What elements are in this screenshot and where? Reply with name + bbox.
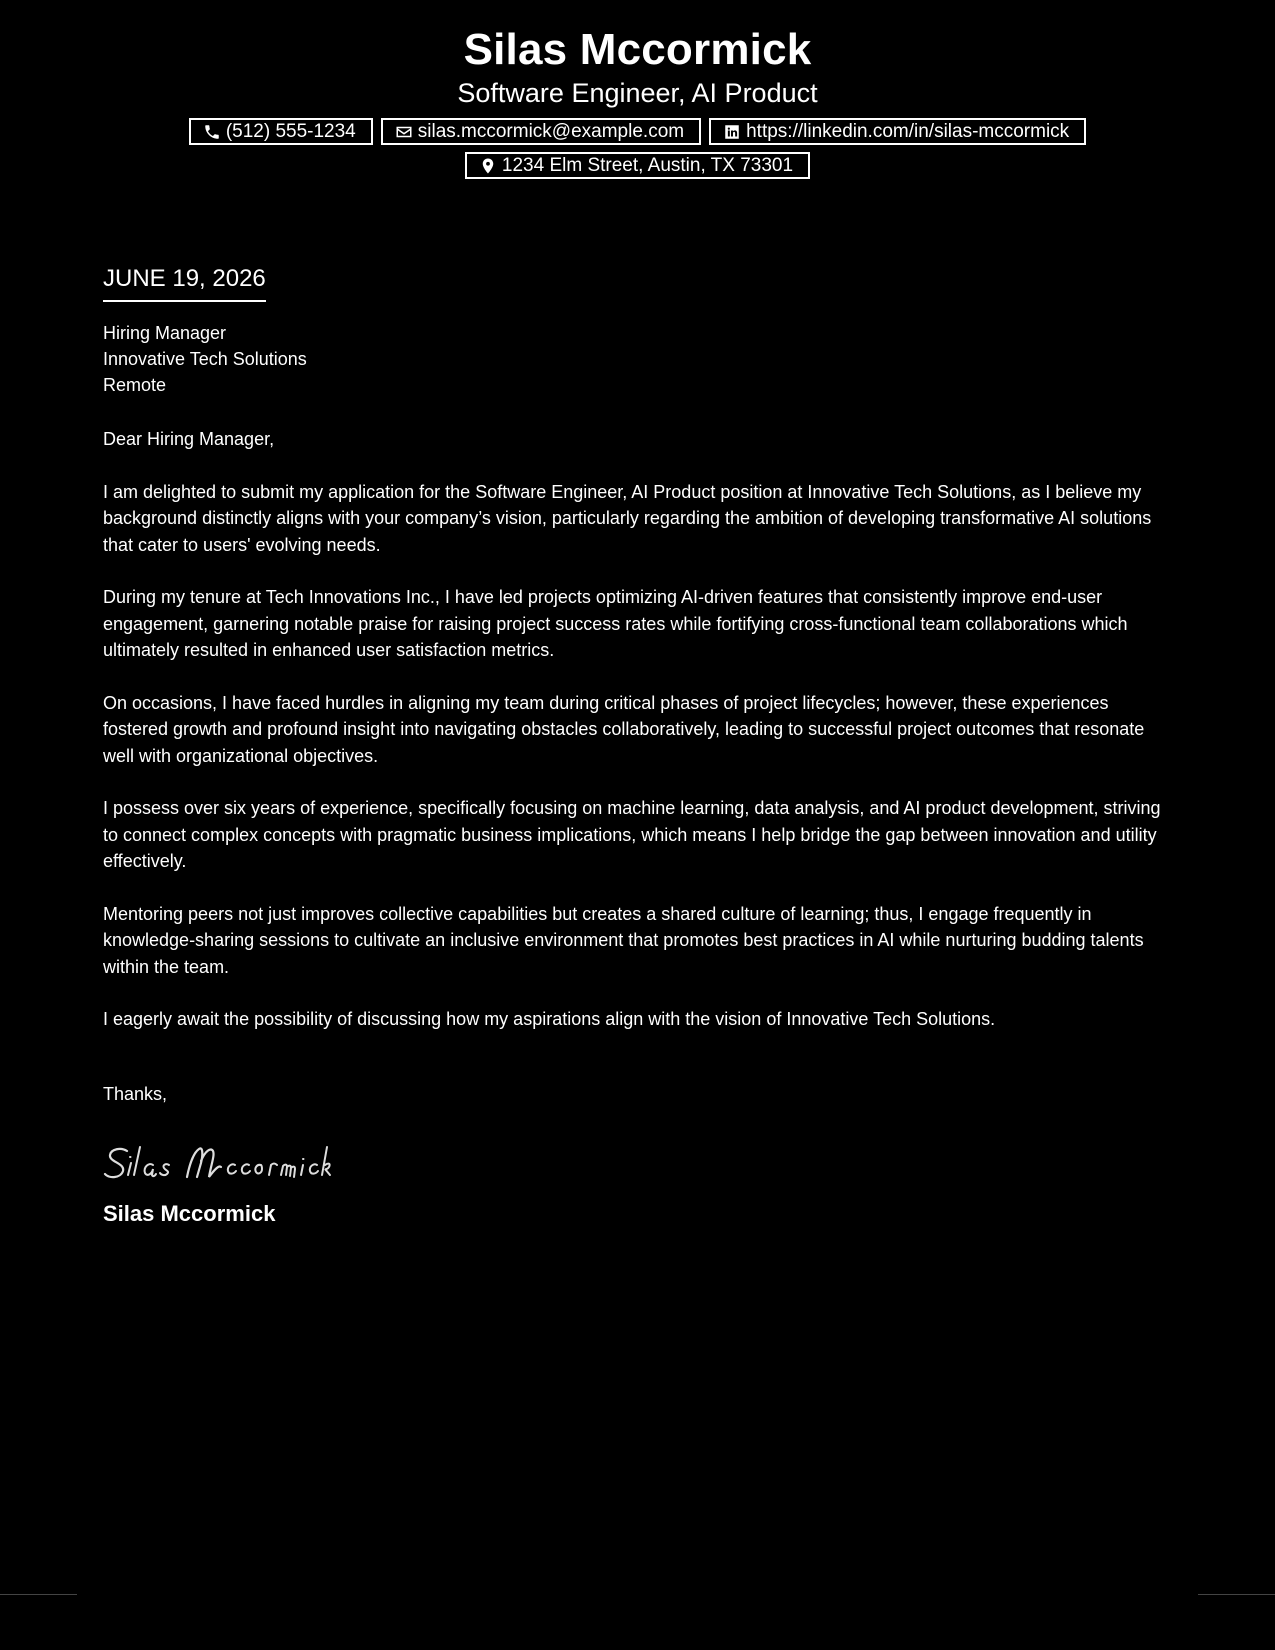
address-chip (465, 152, 810, 179)
contact-row-primary (0, 118, 1275, 145)
handwritten-signature (103, 1137, 1173, 1189)
envelope-icon (395, 123, 413, 141)
closing: Thanks, (103, 1083, 168, 1104)
recipient-block (103, 320, 1173, 398)
letter-body (103, 264, 1173, 1228)
signer-name: Silas Mccormick (103, 1201, 276, 1226)
linkedin-text: https://linkedin.com/in/silas-mccormick (746, 120, 1070, 142)
letter-date: JUNE 19, 2026 (103, 264, 266, 302)
email-chip[interactable] (381, 118, 701, 145)
phone-text: (512) 555-1234 (225, 120, 356, 142)
signature-graphic (103, 1137, 373, 1189)
phone-icon (203, 123, 221, 141)
recipient-line: Remote (103, 375, 167, 395)
salutation: Dear Hiring Manager, (103, 429, 275, 449)
linkedin-chip[interactable] (709, 118, 1086, 145)
footer-divider-left (0, 1594, 77, 1595)
linkedin-icon (723, 123, 741, 141)
recipient-line: Hiring Manager (103, 323, 227, 343)
contact-row-secondary (0, 152, 1275, 179)
body-paragraph: On occasions, I have faced hurdles in aligning my team during critical phases of project lifecycles; however, these experiences fostered growth and profound insight into navigating obstacles collaboratively, leading to successful project outcomes that resonate well with organizational objectives. (103, 692, 1145, 766)
footer-divider-right (1198, 1594, 1275, 1595)
letter-header (0, 0, 1275, 179)
body-paragraph: I am delighted to submit my application for the Software Engineer, AI Product position at Innovative Tech Solutions, as I believe my background distinctly aligns with your company’s vision, particularly regarding the ambition of developing transformative AI solutions that cater to users' evolving needs. (103, 481, 1152, 555)
phone-chip[interactable] (189, 118, 373, 145)
email-text: silas.mccormick@example.com (417, 120, 685, 142)
body-paragraph: During my tenure at Tech Innovations Inc., I have led projects optimizing AI-driven features that consistently improve end-user engagement, garnering notable praise for raising project success rates while fortifying cross-functional team collaborations which ultimately resulted in enhanced user satisfaction metrics. (103, 587, 1128, 660)
body-paragraph: I possess over six years of experience, specifically focusing on machine learning, data analysis, and AI product development, striving to connect complex concepts with pragmatic business implications, which means I help bridge the gap between innovation and utility effectively. (103, 798, 1161, 871)
address-text: 1234 Elm Street, Austin, TX 73301 (501, 154, 794, 176)
candidate-title: Software Engineer, AI Product (457, 78, 818, 108)
body-paragraph: I eagerly await the possibility of discussing how my aspirations align with the vision of Innovative Tech Solutions. (103, 1009, 996, 1029)
map-marker-icon (479, 157, 497, 175)
candidate-name: Silas Mccormick (463, 25, 812, 74)
body-paragraph: Mentoring peers not just improves collective capabilities but creates a shared culture of learning; thus, I engage frequently in knowledge-sharing sessions to cultivate an inclusive environment that promotes best practices in AI while nurturing budding talents within the team. (103, 903, 1144, 977)
recipient-line: Innovative Tech Solutions (103, 349, 307, 369)
